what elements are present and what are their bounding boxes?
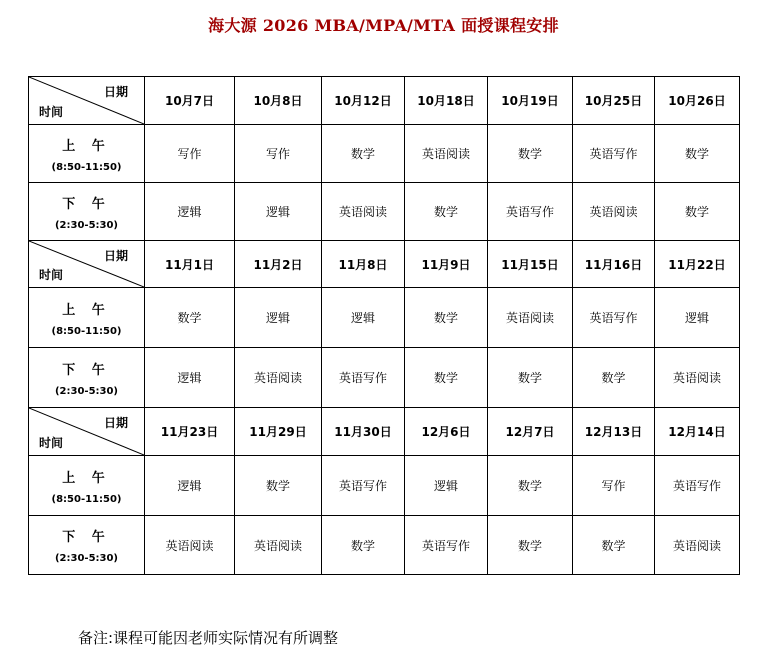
date-cell: 11月29日 bbox=[235, 408, 322, 456]
morning-slot-label bbox=[29, 456, 145, 516]
slot-time: (2:30-5:30) bbox=[54, 219, 119, 231]
course-cell: 逻辑 bbox=[235, 288, 322, 348]
course-cell: 英语写作 bbox=[573, 125, 655, 183]
morning-row bbox=[29, 125, 740, 183]
course-cell: 数学 bbox=[488, 125, 573, 183]
course-cell: 逻辑 bbox=[145, 348, 235, 408]
date-cell: 11月30日 bbox=[322, 408, 405, 456]
date-header-row bbox=[29, 241, 740, 288]
course-cell: 数学 bbox=[405, 288, 488, 348]
date-cell: 11月15日 bbox=[488, 241, 573, 288]
morning-row bbox=[29, 456, 740, 516]
date-cell: 10月8日 bbox=[235, 77, 322, 125]
course-cell: 英语写作 bbox=[573, 288, 655, 348]
date-cell: 12月6日 bbox=[405, 408, 488, 456]
course-cell: 英语写作 bbox=[655, 456, 740, 516]
date-header-row bbox=[29, 408, 740, 456]
diagonal-header-cell bbox=[29, 77, 145, 125]
course-cell: 写作 bbox=[145, 125, 235, 183]
morning-row bbox=[29, 288, 740, 348]
schedule-table bbox=[28, 76, 740, 575]
time-label: 时间 bbox=[39, 105, 64, 119]
afternoon-row bbox=[29, 516, 740, 575]
slot-name: 上 午 bbox=[62, 302, 111, 318]
page-title: 海大源 2026 MBA/MPA/MTA 面授课程安排 bbox=[208, 16, 559, 35]
date-cell: 11月1日 bbox=[145, 241, 235, 288]
slot-name: 上 午 bbox=[62, 138, 111, 154]
course-cell: 英语阅读 bbox=[322, 183, 405, 241]
slot-time: (8:50-11:50) bbox=[51, 161, 122, 173]
afternoon-slot-label bbox=[29, 348, 145, 408]
time-label: 时间 bbox=[39, 436, 64, 450]
course-cell: 数学 bbox=[145, 288, 235, 348]
time-label: 时间 bbox=[39, 268, 64, 282]
morning-slot-label bbox=[29, 288, 145, 348]
slot-name: 上 午 bbox=[62, 470, 111, 486]
course-cell: 数学 bbox=[322, 516, 405, 575]
diagonal-header-cell bbox=[29, 241, 145, 288]
date-cell: 11月9日 bbox=[405, 241, 488, 288]
course-cell: 英语写作 bbox=[322, 456, 405, 516]
date-cell: 12月14日 bbox=[655, 408, 740, 456]
course-cell: 数学 bbox=[322, 125, 405, 183]
slot-time: (2:30-5:30) bbox=[54, 553, 119, 564]
date-cell: 10月7日 bbox=[145, 77, 235, 125]
course-cell: 逻辑 bbox=[322, 288, 405, 348]
afternoon-slot-label bbox=[29, 516, 145, 575]
course-cell: 英语阅读 bbox=[488, 288, 573, 348]
slot-name: 下 午 bbox=[62, 362, 111, 378]
slot-time: (2:30-5:30) bbox=[54, 385, 119, 397]
date-cell: 11月23日 bbox=[145, 408, 235, 456]
course-cell: 数学 bbox=[488, 348, 573, 408]
date-cell: 10月18日 bbox=[405, 77, 488, 125]
course-cell: 逻辑 bbox=[235, 183, 322, 241]
afternoon-row bbox=[29, 183, 740, 241]
date-cell: 10月12日 bbox=[322, 77, 405, 125]
date-cell: 10月25日 bbox=[573, 77, 655, 125]
course-cell: 逻辑 bbox=[655, 288, 740, 348]
course-cell: 英语阅读 bbox=[235, 516, 322, 575]
course-cell: 英语阅读 bbox=[655, 348, 740, 408]
date-label: 日期 bbox=[103, 416, 128, 430]
slot-name: 下 午 bbox=[62, 530, 111, 545]
course-cell: 数学 bbox=[573, 348, 655, 408]
diagonal-header-cell bbox=[29, 408, 145, 456]
course-cell: 英语阅读 bbox=[145, 516, 235, 575]
date-label: 日期 bbox=[103, 249, 128, 263]
slot-name: 下 午 bbox=[62, 196, 111, 212]
course-cell: 英语阅读 bbox=[405, 125, 488, 183]
course-cell: 数学 bbox=[235, 456, 322, 516]
course-cell: 逻辑 bbox=[405, 456, 488, 516]
date-cell: 12月13日 bbox=[573, 408, 655, 456]
date-header-row bbox=[29, 77, 740, 125]
date-cell: 10月19日 bbox=[488, 77, 573, 125]
course-cell: 数学 bbox=[488, 456, 573, 516]
date-cell: 11月2日 bbox=[235, 241, 322, 288]
slot-time: (8:50-11:50) bbox=[51, 325, 122, 337]
course-cell: 英语阅读 bbox=[655, 516, 740, 575]
date-cell: 10月26日 bbox=[655, 77, 740, 125]
course-cell: 英语写作 bbox=[488, 183, 573, 241]
course-cell: 逻辑 bbox=[145, 456, 235, 516]
course-cell: 英语写作 bbox=[405, 516, 488, 575]
morning-slot-label bbox=[29, 125, 145, 183]
date-cell: 11月22日 bbox=[655, 241, 740, 288]
slot-time: (8:50-11:50) bbox=[51, 493, 122, 505]
course-cell: 数学 bbox=[488, 516, 573, 575]
date-label: 日期 bbox=[103, 85, 128, 99]
course-cell: 数学 bbox=[405, 348, 488, 408]
course-cell: 英语阅读 bbox=[235, 348, 322, 408]
course-cell: 英语写作 bbox=[322, 348, 405, 408]
course-cell: 写作 bbox=[235, 125, 322, 183]
footnote: 备注:课程可能因老师实际情况有所调整 bbox=[78, 629, 339, 647]
date-cell: 11月16日 bbox=[573, 241, 655, 288]
course-cell: 数学 bbox=[655, 183, 740, 241]
course-cell: 逻辑 bbox=[145, 183, 235, 241]
course-cell: 数学 bbox=[655, 125, 740, 183]
course-cell: 英语阅读 bbox=[573, 183, 655, 241]
date-cell: 12月7日 bbox=[488, 408, 573, 456]
course-cell: 写作 bbox=[573, 456, 655, 516]
date-cell: 11月8日 bbox=[322, 241, 405, 288]
course-cell: 数学 bbox=[573, 516, 655, 575]
afternoon-slot-label bbox=[29, 183, 145, 241]
afternoon-row bbox=[29, 348, 740, 408]
course-cell: 数学 bbox=[405, 183, 488, 241]
